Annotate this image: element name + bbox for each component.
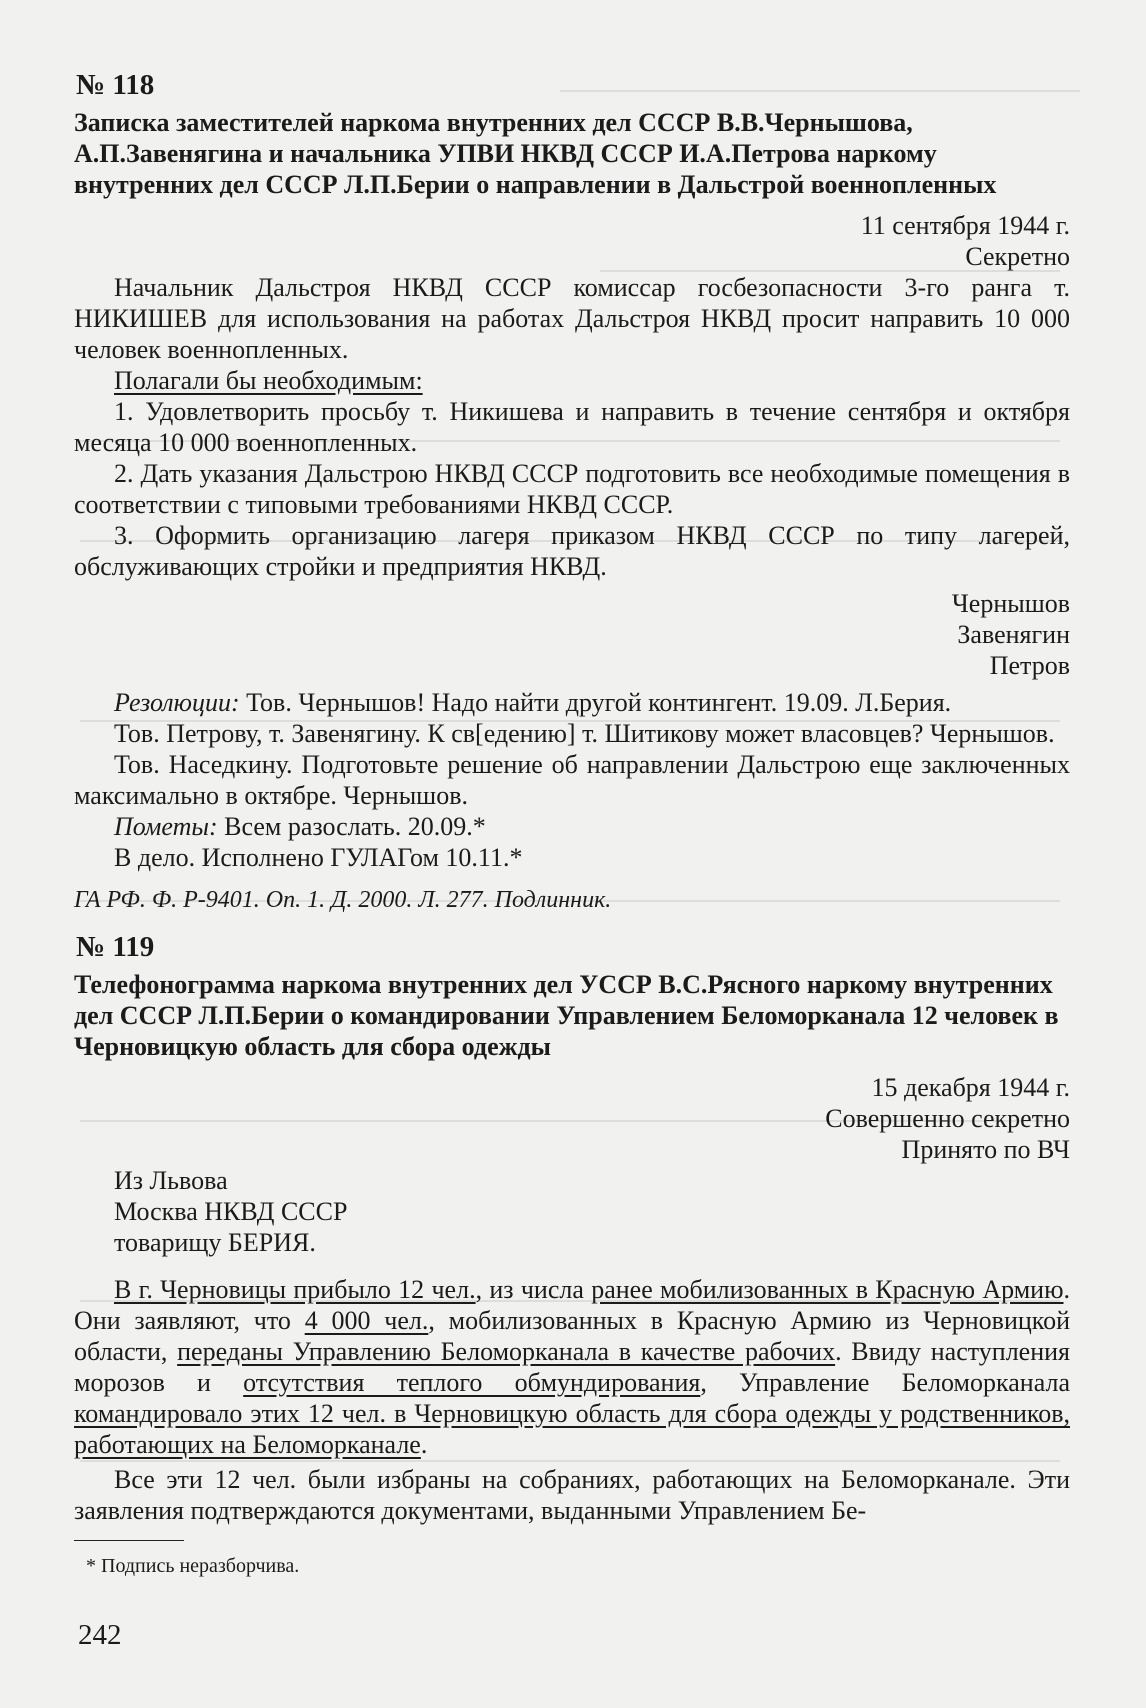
doc-118-item-1: 1. Удовлетворить просьбу т. Никишева и направить в течение сентября и октября месяца 10 000 военнопленных.	[74, 397, 1070, 457]
doc-119-paragraph-1	[74, 1274, 1070, 1460]
doc-118-title: Записка заместителей наркома внутренних дел СССР В.В.Чернышова, А.П.Завенягина и начальника УПВИ НКВД СССР И.А.Петрова наркому внутренних дел СССР Л.П.Берии о направлении в Дальстрой военнопленных	[74, 108, 997, 199]
doc-118-intro: Начальник Дальстроя НКВД СССР комиссар госбезопасности 3-го ранга т. НИКИШЕВ для использования на работах Дальстроя НКВД просит направить 10 000 человек военнопленных.	[74, 273, 1070, 364]
resolution-2: Тов. Петрову, т. Завенягину. К св[едению] т. Шитикову может власовцев? Чернышов.	[114, 719, 1055, 748]
doc-118-classification: Секретно	[965, 242, 1070, 271]
address-org: Москва НКВД СССР	[114, 1197, 348, 1226]
doc-119-paragraph-2: Все эти 12 чел. были избраны на собраниях, работающих на Беломорканале. Эти заявления подтверждаются документами, выданными Управлением Бе-	[74, 1465, 1070, 1525]
document-118	[74, 70, 1070, 916]
doc-119-number: № 119	[76, 931, 155, 963]
footnote: * Подпись неразборчива.	[86, 1555, 300, 1577]
doc-118-number: № 118	[76, 69, 155, 101]
signer-petrov: Петров	[989, 651, 1070, 680]
doc-118-source: ГА РФ. Ф. Р-9401. Оп. 1. Д. 2000. Л. 277. Подлинник.	[74, 887, 612, 913]
resolution-1: Тов. Чернышов! Надо найти другой контингент. 19.09. Л.Берия.	[246, 688, 952, 717]
address-from: Из Львова	[114, 1166, 228, 1195]
document-page	[74, 70, 1070, 1582]
page-number: 242	[78, 1619, 122, 1651]
underlined-fragment: 4 000 чел.	[304, 1306, 429, 1335]
address-person: товарищу БЕРИЯ.	[114, 1228, 316, 1257]
signer-zavenyagin: Завенягин	[957, 620, 1070, 649]
resolution-3: Тов. Наседкину. Подготовьте решение об направлении Дальстрою еще заключенных максимально в октябре. Чернышов.	[74, 750, 1070, 810]
doc-119-classification: Совершенно секретно	[825, 1104, 1070, 1133]
text-fragment: , из числа	[475, 1275, 592, 1304]
doc-118-signers	[74, 588, 1070, 681]
text-fragment: , мобилизованных в Красную Армию из Черновицкой области,	[74, 1306, 1071, 1366]
text-fragment: . Ввиду наступления морозов и	[74, 1337, 1070, 1397]
resolutions-label: Резолюции:	[114, 688, 240, 717]
text-fragment: , Управление Беломорканала	[700, 1368, 1070, 1397]
underlined-fragment: отсутствия теплого обмундирования	[243, 1368, 701, 1397]
underlined-fragment: ранее мобилизованных в Красную Армию	[591, 1275, 1064, 1304]
underlined-fragment: переданы Управлению Беломорканала в качестве рабочих	[177, 1337, 836, 1366]
doc-118-resolutions	[74, 687, 1070, 873]
signer-chernyshov: Чернышов	[951, 589, 1070, 618]
doc-119-channel: Принято по ВЧ	[901, 1135, 1070, 1164]
text-fragment: . Они заявляют, что	[74, 1275, 1071, 1335]
mark-2: В дело. Исполнено ГУЛАГом 10.11.*	[114, 843, 523, 872]
doc-118-item-3: 3. Оформить организацию лагеря приказом НКВД СССР по типу лагерей, обслуживающих стройки и предприятия НКВД.	[74, 521, 1070, 581]
doc-118-item-2: 2. Дать указания Дальстрою НКВД СССР подготовить все необходимые помещения в соответствии с типовыми требованиями НКВД СССР.	[74, 459, 1070, 519]
document-119	[74, 932, 1070, 1526]
doc-119-address	[114, 1165, 1070, 1258]
doc-119-title: Телефонограмма наркома внутренних дел УССР В.С.Рясного наркому внутренних дел СССР Л.П.Берии о командировании Управлением Беломорканала 12 человек в Черновицкую область для сбора одежды	[74, 970, 1059, 1061]
underlined-fragment: командировало этих 12 чел. в Черновицкую область для сбора одежды у родственников, работающих на Беломорканале	[74, 1399, 1070, 1459]
underlined-fragment: В г. Черновицы прибыло 12 чел.	[114, 1275, 476, 1304]
doc-119-date: 15 декабря 1944 г.	[871, 1073, 1070, 1102]
footnote-rule	[74, 1540, 184, 1541]
doc-118-date: 11 сентября 1944 г.	[860, 211, 1070, 240]
doc-118-proposal-heading: Полагали бы необходимым:	[114, 366, 423, 395]
mark-1: Всем разослать. 20.09.*	[224, 812, 486, 841]
marks-label: Пометы:	[114, 812, 218, 841]
text-fragment: .	[420, 1430, 428, 1459]
